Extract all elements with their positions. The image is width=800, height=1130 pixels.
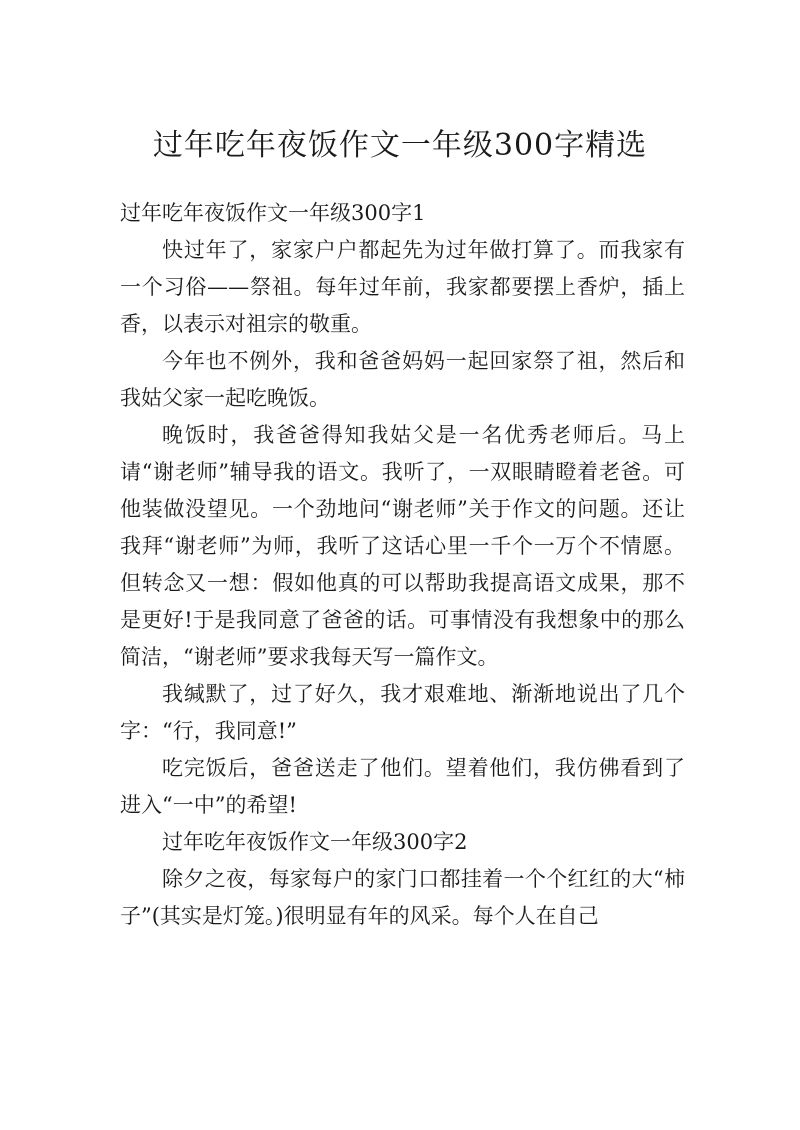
paragraph-1: 快过年了，家家户户都起先为过年做打算了。而我家有一个习俗——祭祖。每年过年前，我家都要摆上香炉，插上香，以表示对祖宗的敬重。: [120, 238, 685, 336]
section-heading-2: 过年吃年夜饭作文一年级300字2: [162, 830, 468, 854]
paragraph-2: 今年也不例外，我和爸爸妈妈一起回家祭了祖，然后和我姑父家一起吃晚饭。: [120, 349, 685, 410]
document-title: 过年吃年夜饭作文一年级300字精选: [152, 128, 648, 163]
paragraph-6: 除夕之夜，每家每户的家门口都挂着一个个红红的大“柿子”(其实是灯笼。)很明显有年的风采。每个人在自己: [120, 867, 685, 928]
paragraph-5: 吃完饭后，爸爸送走了他们。望着他们，我仿佛看到了进入“一中”的希望!: [120, 756, 685, 817]
document-body: [120, 195, 685, 935]
paragraph-3: 晚饭时，我爸爸得知我姑父是一名优秀老师后。马上请“谢老师”辅导我的语文。我听了，一双眼睛瞪着老爸。可他装做没望见。一个劲地问“谢老师”关于作文的问题。还让我拜“谢老师”为师，我听了这话心里一千个一万个不情愿。但转念又一想：假如他真的可以帮助我提高语文成果，那不是更好!于是我同意了爸爸的话。可事情没有我想象中的那么简洁，“谢老师”要求我每天写一篇作文。: [120, 423, 685, 669]
paragraph-4: 我缄默了，过了好久，我才艰难地、渐渐地说出了几个字：“行，我同意!”: [120, 682, 685, 743]
section-heading-1: 过年吃年夜饭作文一年级300字1: [120, 201, 426, 225]
